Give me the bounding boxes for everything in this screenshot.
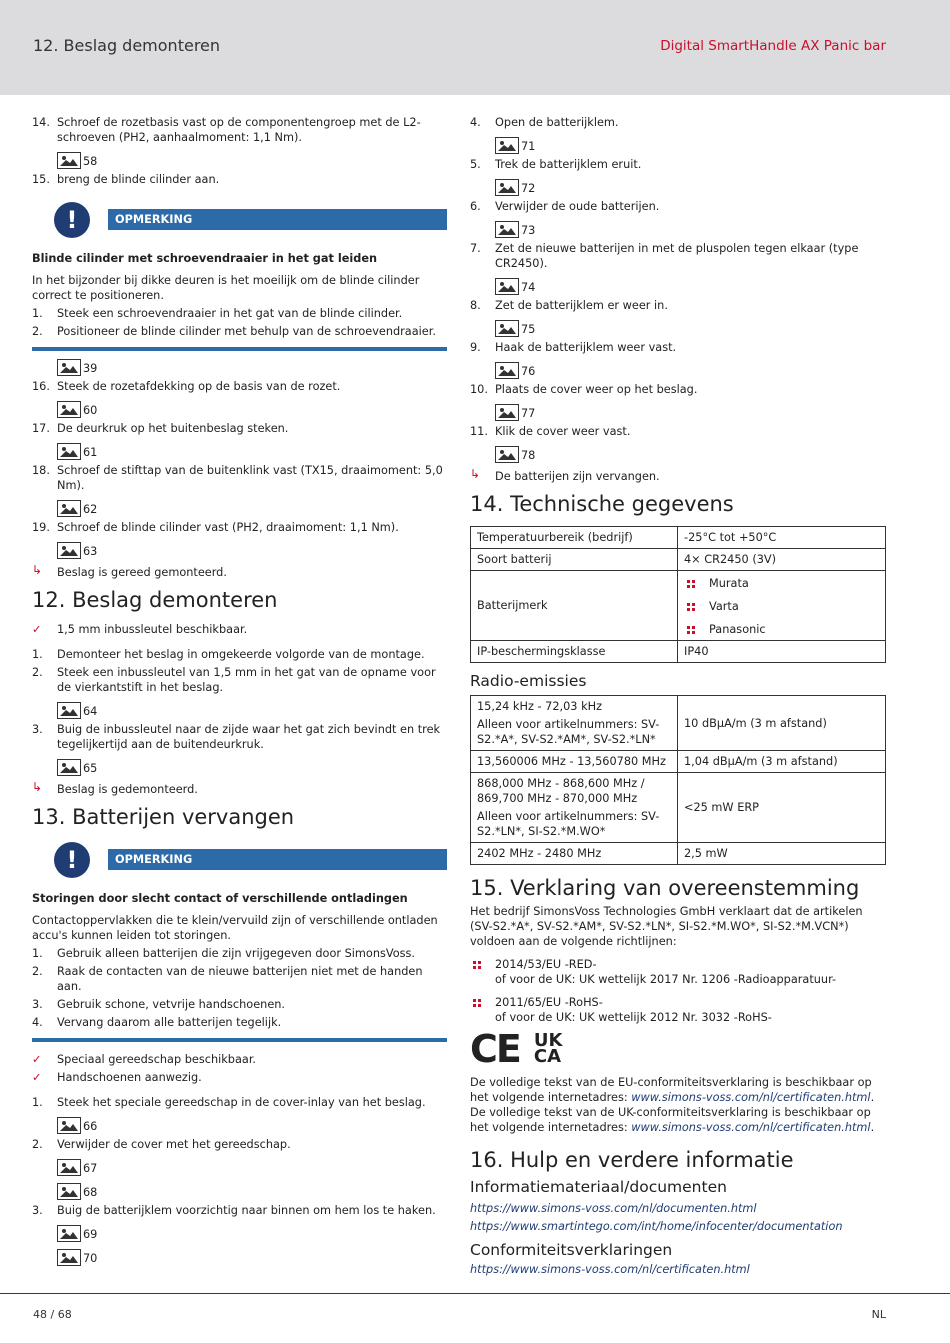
image-ref <box>57 538 447 559</box>
image-number: 74 <box>521 281 536 294</box>
image-ref <box>57 1155 447 1176</box>
note-item-number: 1. <box>32 947 43 960</box>
directive-item <box>470 957 886 987</box>
section-heading: 16. Hulp en verdere informatie <box>470 1148 794 1172</box>
note-item <box>32 1015 447 1030</box>
uk-declaration-text <box>470 1105 886 1135</box>
note-text: Contactoppervlakken die te klein/vervuild zijn of verschillende ontladen accu's kunnen leiden tot storingen. <box>32 914 438 942</box>
directive-item <box>470 995 886 1025</box>
section-heading: 13. Batterijen vervangen <box>32 805 295 829</box>
note-item-text: Raak de contacten van de nieuwe batterijen niet met de handen aan. <box>57 965 423 993</box>
directive-uk: of voor de UK: UK wettelijk 2012 Nr. 3032 -RoHS- <box>495 1011 772 1024</box>
step-number: 8. <box>470 299 481 312</box>
prerequisite <box>32 1052 447 1067</box>
table-cell: -25°C tot +50°C <box>678 527 886 549</box>
image-ref <box>495 274 886 295</box>
note-label: OPMERKING <box>108 209 447 230</box>
step-number: 1. <box>32 1096 43 1109</box>
note-item-text: Steek een schroevendraaier in het gat van de blinde cilinder. <box>57 307 403 320</box>
step-item <box>470 340 886 355</box>
step-text: Plaats de cover weer op het beslag. <box>495 383 698 396</box>
step-text: Schroef de stifttap van de buitenklink vast (TX15, draaimoment: 5,0 Nm). <box>57 464 443 492</box>
image-number: 75 <box>521 323 536 336</box>
tech-specs-table <box>470 526 886 663</box>
prerequisite <box>32 622 447 637</box>
step-item <box>470 115 886 130</box>
image-number: 68 <box>83 1186 98 1199</box>
image-number: 72 <box>521 182 536 195</box>
brand-name: Panasonic <box>709 623 766 636</box>
table-cell: 2,5 mW <box>678 843 886 865</box>
conformity-intro: Het bedrijf SimonsVoss Technologies GmbH verklaart dat de artikelen (SV-S2.*A*, SV-S2.*AM*, SV-S2.*LN*, SI-S2.*M.WO*, SI-S2.*M.VCN*) voldoen aan de volgende richtlijnen: <box>470 905 863 948</box>
image-icon <box>57 759 81 776</box>
step-number: 3. <box>32 1204 43 1217</box>
right-column <box>470 115 886 1277</box>
subsection-heading: Conformiteitsverklaringen <box>470 1241 673 1259</box>
image-ref <box>57 1245 447 1266</box>
brand-name: Murata <box>709 577 749 590</box>
image-icon <box>495 179 519 196</box>
radio-emissions-table <box>470 695 886 865</box>
page-header <box>0 0 950 95</box>
image-icon <box>57 1183 81 1200</box>
step-text: Schroef de rozetbasis vast op de componentengroep met de L2-schroeven (PH2, aanhaalmoment: 1,1 Nm). <box>57 116 421 144</box>
subsection-heading: Radio-emissies <box>470 672 587 690</box>
table-cell <box>471 696 678 751</box>
list-item <box>684 622 879 637</box>
note-item <box>32 997 447 1012</box>
result-arrow-icon: ↳ <box>470 467 481 481</box>
image-icon <box>57 1159 81 1176</box>
table-row <box>471 641 886 663</box>
image-number: 39 <box>83 362 98 375</box>
note-title: Storingen door slecht contact of verschillende ontladingen <box>32 892 408 905</box>
ce-mark-logo: CE <box>470 1027 520 1071</box>
section-heading: 12. Beslag demonteren <box>32 588 278 612</box>
step-number: 2. <box>32 1138 43 1151</box>
image-number: 67 <box>83 1162 98 1175</box>
step-text: Klik de cover weer vast. <box>495 425 631 438</box>
image-icon <box>57 359 81 376</box>
table-cell: 13,560006 MHz - 13,560780 MHz <box>471 751 678 773</box>
step-text: Buig de batterijklem voorzichtig naar binnen om hem los te haken. <box>57 1204 436 1217</box>
image-ref <box>495 400 886 421</box>
image-ref <box>495 217 886 238</box>
image-icon <box>57 152 81 169</box>
step-item <box>32 1095 447 1110</box>
step-number: 19. <box>32 521 50 534</box>
table-cell: Soort batterij <box>471 549 678 571</box>
step-item <box>32 421 447 436</box>
note-item-text: Gebruik schone, vetvrije handschoenen. <box>57 998 286 1011</box>
step-number: 4. <box>470 116 481 129</box>
step-item <box>470 199 886 214</box>
table-row <box>471 571 886 641</box>
language-code: NL <box>871 1308 886 1321</box>
image-ref <box>57 755 447 776</box>
certification-marks <box>470 1029 886 1069</box>
image-number: 63 <box>83 545 98 558</box>
step-item <box>470 424 886 439</box>
step-number: 14. <box>32 116 50 129</box>
result-arrow-icon: ↳ <box>32 780 43 794</box>
table-cell <box>678 571 886 641</box>
note-text: In het bijzonder bij dikke deuren is het moeilijk om de blinde cilinder correct te positioneren. <box>32 274 420 302</box>
ukca-bottom: CA <box>533 1046 561 1067</box>
header-product-name: Digital SmartHandle AX Panic bar <box>660 38 886 54</box>
result-text: De batterijen zijn vervangen. <box>495 470 660 483</box>
table-cell: 2402 MHz - 2480 MHz <box>471 843 678 865</box>
image-number: 77 <box>521 407 536 420</box>
image-icon <box>495 446 519 463</box>
square-bullet-icon <box>687 603 695 611</box>
certificates-link[interactable]: https://www.simons-voss.com/nl/certificaten.html <box>470 1263 750 1276</box>
image-number: 78 <box>521 449 536 462</box>
table-cell: 4× CR2450 (3V) <box>678 549 886 571</box>
image-ref <box>57 1179 447 1200</box>
result-line <box>470 469 886 484</box>
image-number: 58 <box>83 155 98 168</box>
step-text: Trek de batterijklem eruit. <box>495 158 642 171</box>
image-ref <box>495 316 886 337</box>
table-cell: IP40 <box>678 641 886 663</box>
result-arrow-icon: ↳ <box>32 563 43 577</box>
step-item <box>32 665 447 695</box>
result-text: Beslag is gedemonteerd. <box>57 783 198 796</box>
step-number: 17. <box>32 422 50 435</box>
result-line <box>32 565 447 580</box>
note-box <box>32 839 447 1042</box>
image-ref <box>57 439 447 460</box>
image-number: 64 <box>83 705 98 718</box>
brand-name: Varta <box>709 600 739 613</box>
list-item <box>684 576 879 591</box>
step-number: 15. <box>32 173 50 186</box>
note-item <box>32 324 447 339</box>
image-number: 62 <box>83 503 98 516</box>
section-heading: 14. Technische gegevens <box>470 492 734 516</box>
note-item-text: Vervang daarom alle batterijen tegelijk. <box>57 1016 282 1029</box>
smartintego-documentation-link[interactable]: https://www.smartintego.com/int/home/infocenter/documentation <box>470 1220 843 1233</box>
step-item <box>470 382 886 397</box>
result-line <box>32 782 447 797</box>
step-number: 11. <box>470 425 488 438</box>
note-item-text: Gebruik alleen batterijen die zijn vrijgegeven door SimonsVoss. <box>57 947 415 960</box>
image-ref <box>57 698 447 719</box>
step-item <box>32 172 447 187</box>
image-ref <box>495 133 886 154</box>
step-text: Open de batterijklem. <box>495 116 619 129</box>
table-cell: IP-beschermingsklasse <box>471 641 678 663</box>
step-number: 3. <box>32 723 43 736</box>
image-icon <box>57 401 81 418</box>
note-item <box>32 946 447 961</box>
table-cell <box>471 773 678 843</box>
left-column <box>32 115 447 1269</box>
table-row <box>471 773 886 843</box>
step-item <box>470 157 886 172</box>
note-divider <box>32 347 447 351</box>
uk-text: De volledige tekst van de UK-conformiteitsverklaring is beschikbaar op het volgende internetadres: <box>470 1106 871 1134</box>
note-item-number: 2. <box>32 325 43 338</box>
image-number: 73 <box>521 224 536 237</box>
subsection-heading: Informatiemateriaal/documenten <box>470 1178 727 1196</box>
step-item <box>32 1137 447 1152</box>
step-item <box>32 520 447 535</box>
step-item <box>32 1203 447 1218</box>
image-number: 61 <box>83 446 98 459</box>
table-row <box>471 549 886 571</box>
image-number: 69 <box>83 1228 98 1241</box>
prerequisite-text: Speciaal gereedschap beschikbaar. <box>57 1053 257 1066</box>
step-number: 2. <box>32 666 43 679</box>
note-item-number: 4. <box>32 1016 43 1029</box>
note-item <box>32 964 447 994</box>
image-icon <box>495 221 519 238</box>
image-number: 60 <box>83 404 98 417</box>
step-text: Haak de batterijklem weer vast. <box>495 341 677 354</box>
image-ref <box>495 175 886 196</box>
image-icon <box>57 1117 81 1134</box>
exclamation-icon: ! <box>54 842 90 878</box>
exclamation-icon: ! <box>54 202 90 238</box>
directive-name: 2014/53/EU -RED- <box>495 958 597 971</box>
step-number: 6. <box>470 200 481 213</box>
result-text: Beslag is gereed gemonteerd. <box>57 566 227 579</box>
frequency-range: 15,24 kHz - 72,03 kHz <box>477 700 603 713</box>
note-item-number: 1. <box>32 307 43 320</box>
step-text: breng de blinde cilinder aan. <box>57 173 220 186</box>
image-icon <box>57 1249 81 1266</box>
image-icon <box>57 443 81 460</box>
note-title: Blinde cilinder met schroevendraaier in het gat leiden <box>32 252 378 265</box>
image-icon <box>495 278 519 295</box>
frequency-range: 868,000 MHz - 868,600 MHz / 869,700 MHz - 870,000 MHz <box>477 777 645 805</box>
step-item <box>470 298 886 313</box>
table-cell: Batterijmerk <box>471 571 678 641</box>
table-cell: 10 dBµA/m (3 m afstand) <box>678 696 886 751</box>
section-heading: 15. Verklaring van overeenstemming <box>470 876 860 900</box>
image-ref <box>57 496 447 517</box>
step-number: 10. <box>470 383 488 396</box>
step-text: Buig de inbussleutel naar de zijde waar het gat zich bevindt en trek tegelijkertijd aan de buitendeurkruk. <box>57 723 441 751</box>
image-number: 66 <box>83 1120 98 1133</box>
period: . <box>870 1091 875 1104</box>
step-text: Verwijder de oude batterijen. <box>495 200 660 213</box>
image-number: 65 <box>83 762 98 775</box>
step-text: Steek het speciale gereedschap in de cover-inlay van het beslag. <box>57 1096 426 1109</box>
square-bullet-icon <box>687 626 695 634</box>
step-item <box>32 647 447 662</box>
square-bullet-icon <box>473 961 481 969</box>
check-icon: ✓ <box>32 623 42 636</box>
image-icon <box>57 542 81 559</box>
directive-uk: of voor de UK: UK wettelijk 2017 Nr. 1206 -Radioapparatuur- <box>495 973 837 986</box>
image-ref <box>495 358 886 379</box>
uk-certificate-link[interactable]: www.simons-voss.com/nl/certificaten.html <box>631 1121 871 1134</box>
footer-divider <box>0 1293 950 1294</box>
check-icon: ✓ <box>32 1071 42 1084</box>
prerequisite-text: Handschoenen aanwezig. <box>57 1071 202 1084</box>
step-text: Demonteer het beslag in omgekeerde volgorde van de montage. <box>57 648 425 661</box>
image-number: 70 <box>83 1252 98 1265</box>
table-row <box>471 751 886 773</box>
note-item-number: 3. <box>32 998 43 1011</box>
step-item <box>32 115 447 145</box>
note-label: OPMERKING <box>108 849 447 870</box>
step-text: Zet de batterijklem er weer in. <box>495 299 668 312</box>
step-number: 9. <box>470 341 481 354</box>
prerequisite <box>32 1070 447 1085</box>
image-ref <box>57 148 447 169</box>
image-ref <box>57 397 447 418</box>
table-cell: Temperatuurbereik (bedrijf) <box>471 527 678 549</box>
directive-name: 2011/65/EU -RoHS- <box>495 996 603 1009</box>
note-box <box>32 199 447 351</box>
article-note: Alleen voor artikelnummers: SV-S2.*A*, SV-S2.*AM*, SV-S2.*LN* <box>477 718 660 746</box>
image-icon <box>495 320 519 337</box>
image-icon <box>495 404 519 421</box>
image-ref <box>57 1113 447 1134</box>
note-item <box>32 306 447 321</box>
image-number: 71 <box>521 140 536 153</box>
table-cell: 1,04 dBµA/m (3 m afstand) <box>678 751 886 773</box>
square-bullet-icon <box>687 580 695 588</box>
image-ref <box>57 1221 447 1242</box>
image-ref <box>57 355 447 376</box>
table-row <box>471 843 886 865</box>
image-icon <box>57 702 81 719</box>
step-item <box>32 463 447 493</box>
prerequisite-text: 1,5 mm inbussleutel beschikbaar. <box>57 623 248 636</box>
eu-certificate-link[interactable]: www.simons-voss.com/nl/certificaten.html <box>631 1091 871 1104</box>
ukca-mark-logo <box>533 1030 563 1067</box>
step-item <box>470 241 886 271</box>
step-text: Verwijder de cover met het gereedschap. <box>57 1138 291 1151</box>
period: . <box>870 1121 875 1134</box>
table-row <box>471 527 886 549</box>
documents-link[interactable]: https://www.simons-voss.com/nl/documenten.html <box>470 1202 757 1215</box>
step-number: 5. <box>470 158 481 171</box>
eu-declaration-text <box>470 1075 886 1105</box>
step-number: 1. <box>32 648 43 661</box>
image-icon <box>57 500 81 517</box>
note-item-text: Positioneer de blinde cilinder met behulp van de schroevendraaier. <box>57 325 436 338</box>
step-text: Steek de rozetafdekking op de basis van de rozet. <box>57 380 341 393</box>
note-item-number: 2. <box>32 965 43 978</box>
step-number: 16. <box>32 380 50 393</box>
square-bullet-icon <box>473 999 481 1007</box>
image-ref <box>495 442 886 463</box>
step-text: Schroef de blinde cilinder vast (PH2, draaimoment: 1,1 Nm). <box>57 521 399 534</box>
article-note: Alleen voor artikelnummers: SV-S2.*LN*, SI-S2.*M.WO* <box>477 810 660 838</box>
page-number: 48 / 68 <box>33 1308 72 1321</box>
step-item <box>32 722 447 752</box>
step-text: De deurkruk op het buitenbeslag steken. <box>57 422 289 435</box>
step-text: Zet de nieuwe batterijen in met de pluspolen tegen elkaar (type CR2450). <box>495 242 859 270</box>
note-divider <box>32 1038 447 1042</box>
check-icon: ✓ <box>32 1053 42 1066</box>
header-section-title: 12. Beslag demonteren <box>33 36 221 55</box>
eu-text: De volledige tekst van de EU-conformiteitsverklaring is beschikbaar op het volgende internetadres: <box>470 1076 872 1104</box>
list-item <box>684 599 879 614</box>
step-text: Steek een inbussleutel van 1,5 mm in het gat van de opname voor de vierkantstift in het beslag. <box>57 666 436 694</box>
image-number: 76 <box>521 365 536 378</box>
image-icon <box>57 1225 81 1242</box>
table-cell: <25 mW ERP <box>678 773 886 843</box>
image-icon <box>495 362 519 379</box>
table-row <box>471 696 886 751</box>
step-number: 18. <box>32 464 50 477</box>
ukca-top: UK <box>533 1030 563 1051</box>
step-item <box>32 379 447 394</box>
step-number: 7. <box>470 242 481 255</box>
image-icon <box>495 137 519 154</box>
